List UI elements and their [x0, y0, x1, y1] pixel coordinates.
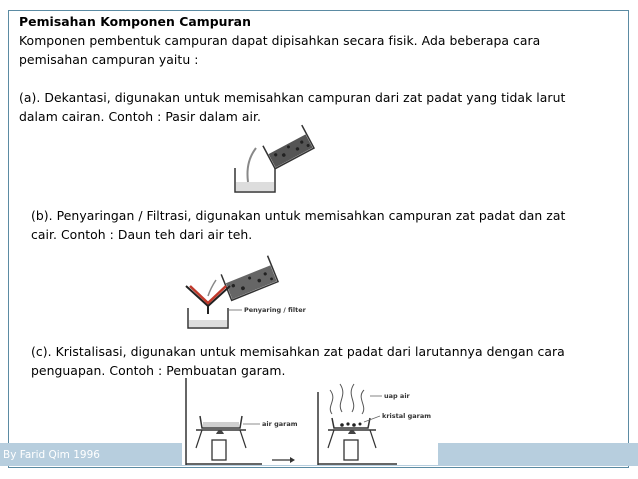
salt-water-label: air garam — [262, 420, 298, 428]
decantation-text-line-2: dalam cairan. Contoh : Pasir dalam air. — [19, 109, 262, 124]
intro-text-line-1: Komponen pembentuk campuran dapat dipisahkan secara fisik. Ada beberapa cara — [19, 33, 541, 48]
filtration-illustration — [180, 250, 310, 330]
filter-label: Penyaring / filter — [244, 306, 306, 314]
footer-credit: By Farid Qim 1996 — [3, 449, 100, 461]
decantation-text-line-1: (a). Dekantasi, digunakan untuk memisahkan campuran dari zat padat yang tidak larut — [19, 90, 566, 105]
slide-title: Pemisahan Komponen Campuran — [19, 14, 251, 29]
filtration-text-line-1: (b). Penyaringan / Filtrasi, digunakan untuk memisahkan campuran zat padat dan zat — [31, 208, 566, 223]
filtration-text-line-2: cair. Contoh : Daun teh dari air teh. — [31, 227, 253, 242]
decantation-illustration — [228, 126, 328, 196]
salt-crystal-label: kristal garam — [382, 412, 432, 420]
intro-text-line-2: pemisahan campuran yaitu : — [19, 52, 199, 67]
crystallization-text-line-1: (c). Kristalisasi, digunakan untuk memisahkan zat padat dari larutannya dengan cara — [31, 344, 565, 359]
crystallization-text-line-2: penguapan. Contoh : Pembuatan garam. — [31, 363, 286, 378]
crystallization-illustration — [182, 378, 438, 465]
vapor-label: uap air — [384, 392, 410, 400]
